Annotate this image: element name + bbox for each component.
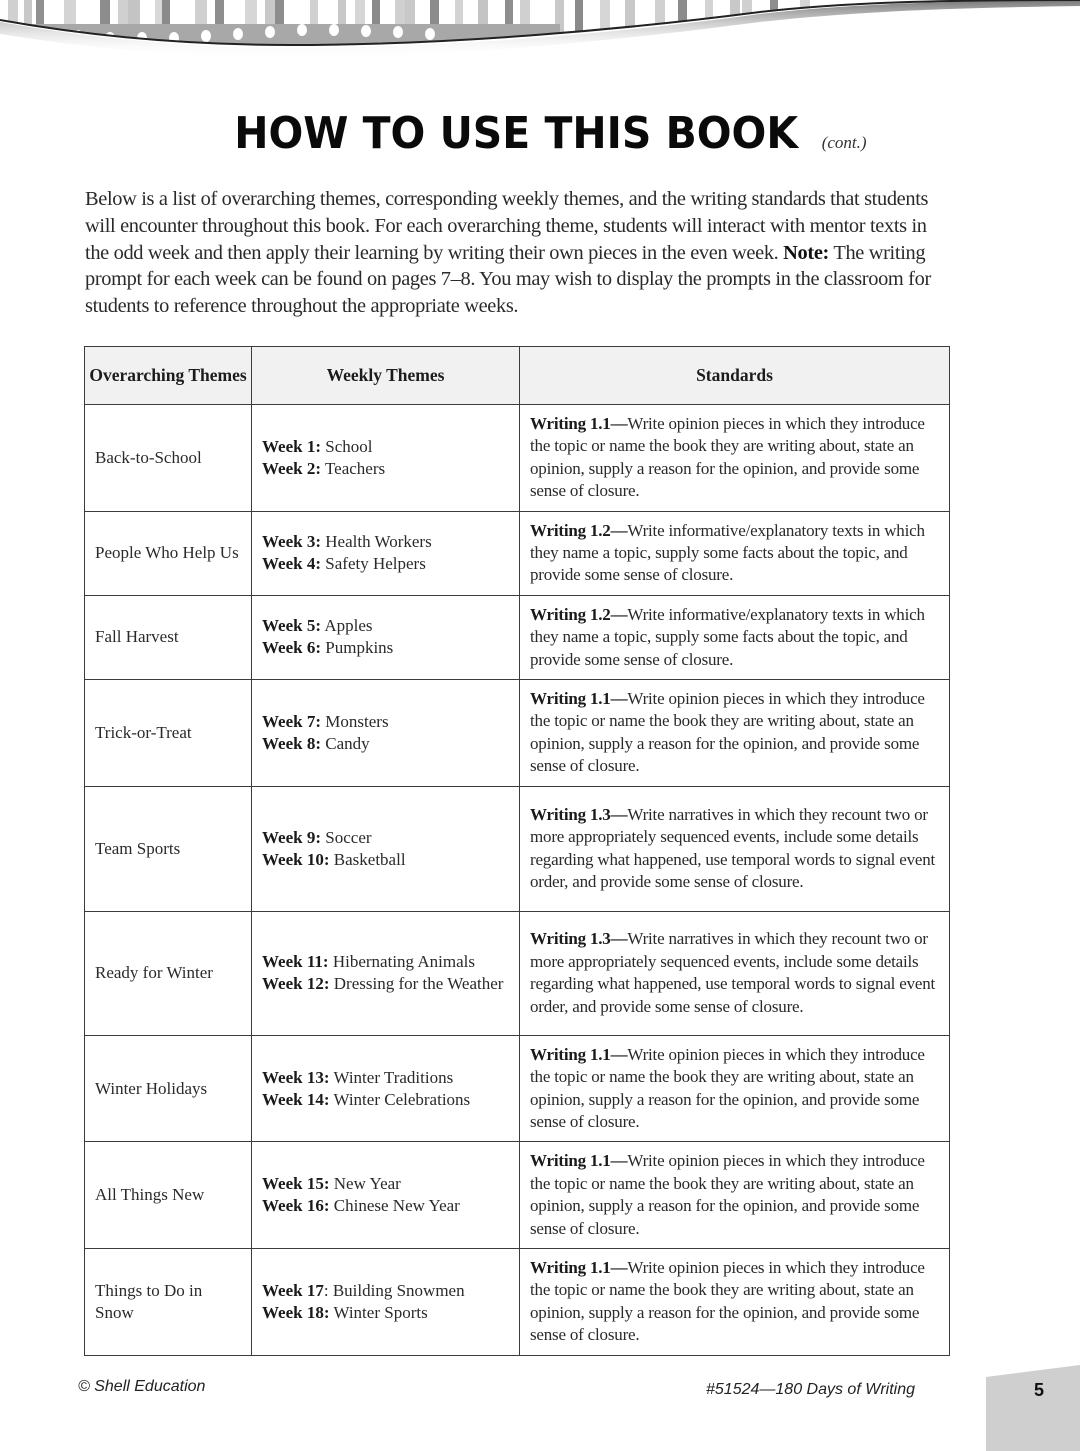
- overarching-theme-cell: Winter Holidays: [85, 1035, 252, 1142]
- week-topic: Safety Helpers: [321, 554, 426, 574]
- week-label: Week 1:: [262, 436, 322, 456]
- week-label: Week 16:: [262, 1196, 330, 1216]
- standard-text: Write opinion pieces in which they introduce the topic or name the book they are writing about, state an opinion, supply a reason for the opinion, and provide some sense of closure.: [530, 689, 925, 776]
- week-label: Week 3:: [262, 532, 322, 552]
- standard-cell: [520, 680, 950, 787]
- standard-text: Write opinion pieces in which they introduce the topic or name the book they are writing about, state an opinion, supply a reason for the opinion, and provide some sense of closure.: [530, 1151, 925, 1238]
- week-topic: Winter Sports: [329, 1302, 428, 1322]
- week-topic: New Year: [329, 1174, 401, 1194]
- standard-label: Writing 1.3—: [530, 929, 628, 949]
- week-label: Week 12:: [262, 974, 330, 994]
- header-weekly-themes: Weekly Themes: [252, 347, 520, 405]
- weekly-themes-cell: [252, 911, 520, 1035]
- weekly-themes-cell: [252, 680, 520, 787]
- table-row: [85, 1035, 950, 1142]
- standard-cell: [520, 786, 950, 911]
- weekly-themes-cell: [252, 1035, 520, 1142]
- week-topic: : Building Snowmen: [323, 1280, 465, 1300]
- overarching-theme-cell: Team Sports: [85, 786, 252, 911]
- overarching-theme-cell: Fall Harvest: [85, 595, 252, 679]
- standard-text: Write opinion pieces in which they introduce the topic or name the book they are writing about, state an opinion, supply a reason for the opinion, and provide some sense of closure.: [530, 414, 925, 501]
- standard-label: Writing 1.2—: [530, 604, 628, 624]
- page-number: 5: [1034, 1380, 1045, 1400]
- overarching-theme-cell: All Things New: [85, 1142, 252, 1249]
- table-row: [85, 786, 950, 911]
- week-label: Week 18:: [262, 1302, 330, 1322]
- weekly-themes-cell: [252, 595, 520, 679]
- standard-cell: [520, 1035, 950, 1142]
- table-row: [85, 595, 950, 679]
- week-label: Week 7:: [262, 711, 322, 731]
- week-label: Week 5:: [262, 616, 322, 636]
- note-label: Note:: [783, 241, 829, 264]
- weekly-themes-cell: [252, 405, 520, 512]
- page-title: [235, 108, 799, 159]
- standard-label: Writing 1.3—: [530, 804, 628, 824]
- week-label: Week 17: [262, 1280, 324, 1300]
- week-label: Week 4:: [262, 554, 322, 574]
- standard-label: Writing 1.1—: [530, 1151, 628, 1171]
- week-topic: School: [321, 436, 373, 456]
- week-topic: Winter Celebrations: [329, 1089, 471, 1109]
- week-label: Week 11:: [262, 952, 329, 972]
- weekly-themes-cell: [252, 786, 520, 911]
- standard-text: Write narratives in which they recount two or more appropriately sequenced events, include some details regarding what happened, use temporal words to signal event order, and provide some sense of closure.: [530, 929, 936, 1016]
- week-topic: Chinese New Year: [329, 1196, 460, 1216]
- footer-product: #51524—180 Days of Writing: [706, 1381, 915, 1398]
- table-row: [85, 911, 950, 1035]
- standard-text: Write informative/explanatory texts in which they name a topic, supply some facts about the topic, and provide some sense of closure.: [530, 520, 925, 585]
- week-topic: Hibernating Animals: [328, 952, 475, 972]
- table-header-row: [85, 347, 950, 405]
- page-title-block: [0, 108, 1080, 159]
- week-topic: Monsters: [321, 711, 389, 731]
- week-topic: Winter Traditions: [329, 1067, 454, 1087]
- standard-label: Writing 1.1—: [530, 414, 628, 433]
- week-topic: Candy: [321, 733, 370, 753]
- weekly-themes-cell: [252, 1142, 520, 1249]
- themes-table: [84, 346, 950, 1356]
- week-label: Week 6:: [262, 638, 322, 658]
- week-topic: Dressing for the Weather: [329, 974, 504, 994]
- title-cont-label: (cont.): [821, 133, 867, 152]
- week-topic: Health Workers: [321, 532, 432, 552]
- table-row: [85, 680, 950, 787]
- header-overarching-themes: Overarching Themes: [85, 347, 252, 405]
- overarching-theme-cell: Trick-or-Treat: [85, 680, 252, 787]
- decorative-banner: [0, 0, 1080, 60]
- weekly-themes-cell: [252, 1248, 520, 1355]
- overarching-theme-cell: Things to Do in Snow: [85, 1248, 252, 1355]
- footer-publisher: © Shell Education: [78, 1378, 206, 1395]
- standard-text: Write narratives in which they recount two or more appropriately sequenced events, include some details regarding what happened, use temporal words to signal event order, and provide some sense of closure.: [530, 804, 936, 892]
- standard-label: Writing 1.1—: [530, 689, 628, 709]
- standard-cell: [520, 405, 950, 512]
- week-label: Week 13:: [262, 1067, 330, 1087]
- intro-text-1: Below is a list of overarching themes, corresponding weekly themes, and the writing standards that students will encounter throughout this book. For each overarching theme, students will interact with mentor texts in the odd week and then apply their learning by writing their own pieces in the even week.: [85, 188, 929, 264]
- standard-cell: [520, 595, 950, 679]
- table-row: [85, 1248, 950, 1355]
- overarching-theme-cell: Back-to-School: [85, 405, 252, 512]
- table-row: [85, 1142, 950, 1249]
- intro-text-2: The writing prompt for each week can be found on pages 7–8. You may wish to display the prompts in the classroom for students to reference throughout the appropriate weeks.: [85, 241, 931, 318]
- standard-text: Write informative/explanatory texts in which they name a topic, supply some facts about the topic, and provide some sense of closure.: [530, 604, 925, 669]
- week-label: Week 15:: [262, 1174, 330, 1194]
- week-label: Week 10:: [262, 849, 330, 869]
- week-label: Week 14:: [262, 1089, 330, 1109]
- intro-paragraph: [85, 186, 945, 320]
- weekly-themes-cell: [252, 511, 520, 595]
- week-topic: Basketball: [329, 849, 406, 869]
- week-topic: Apples: [321, 616, 373, 636]
- page-title-text: HOW TO USE THIS BOOK: [234, 108, 799, 159]
- standard-text: Write opinion pieces in which they introduce the topic or name the book they are writing about, state an opinion, supply a reason for the opinion, and provide some sense of closure.: [530, 1257, 925, 1345]
- week-topic: Pumpkins: [321, 638, 394, 658]
- week-topic: Soccer: [321, 827, 372, 847]
- standard-label: Writing 1.1—: [530, 1257, 628, 1277]
- header-standards: Standards: [520, 347, 950, 405]
- overarching-theme-cell: Ready for Winter: [85, 911, 252, 1035]
- overarching-theme-cell: People Who Help Us: [85, 511, 252, 595]
- standard-text: Write opinion pieces in which they introduce the topic or name the book they are writing about, state an opinion, supply a reason for the opinion, and provide some sense of closure.: [530, 1044, 925, 1131]
- week-topic: Teachers: [321, 458, 386, 478]
- week-label: Week 8:: [262, 733, 322, 753]
- standard-cell: [520, 911, 950, 1035]
- standard-label: Writing 1.2—: [530, 520, 628, 540]
- standard-cell: [520, 1142, 950, 1249]
- week-label: Week 2:: [262, 458, 322, 478]
- week-label: Week 9:: [262, 827, 322, 847]
- table-row: [85, 405, 950, 512]
- page-number-tab: [986, 1365, 1080, 1451]
- standard-label: Writing 1.1—: [530, 1044, 628, 1064]
- standard-cell: [520, 511, 950, 595]
- table-row: [85, 511, 950, 595]
- standard-cell: [520, 1248, 950, 1355]
